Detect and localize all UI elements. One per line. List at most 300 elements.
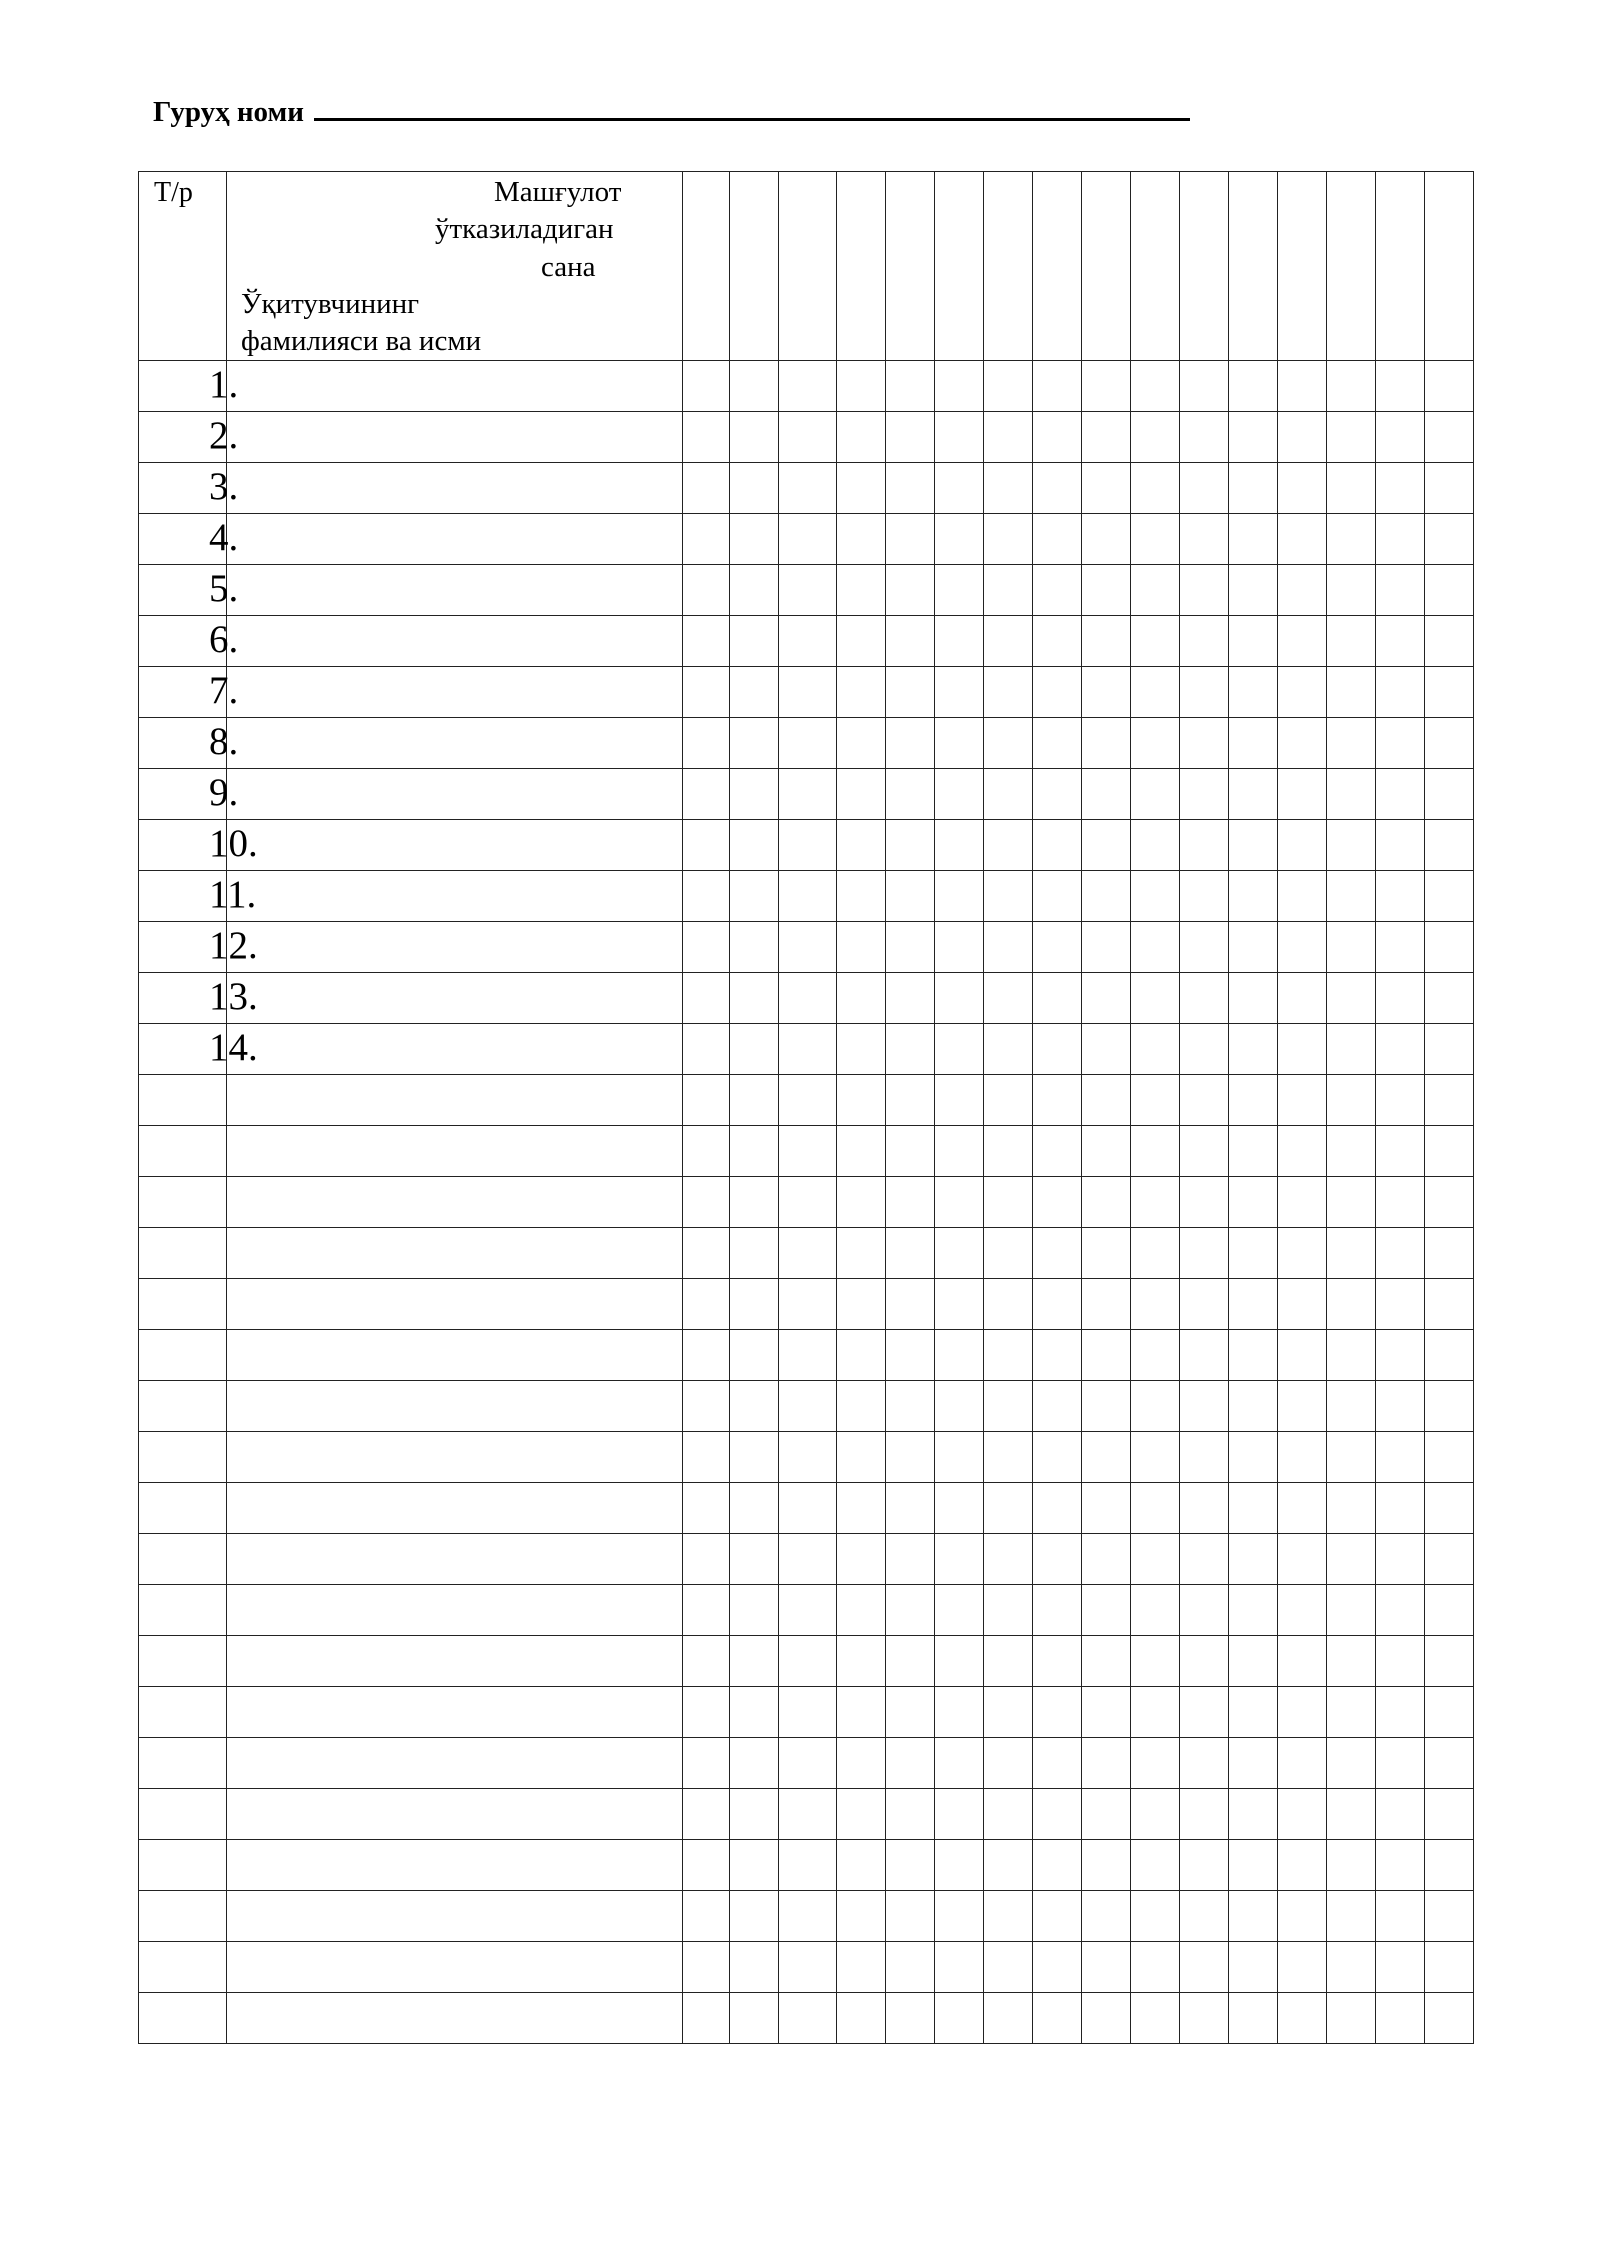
attendance-cell[interactable] [837, 1942, 886, 1993]
attendance-cell[interactable] [1229, 1330, 1278, 1381]
attendance-cell[interactable] [779, 412, 837, 463]
attendance-cell[interactable] [935, 1279, 984, 1330]
attendance-cell[interactable] [1278, 565, 1327, 616]
attendance-cell[interactable] [730, 871, 779, 922]
attendance-cell[interactable] [984, 1993, 1033, 2044]
attendance-cell[interactable] [1082, 1687, 1131, 1738]
attendance-cell[interactable] [1082, 616, 1131, 667]
attendance-cell[interactable] [1033, 1177, 1082, 1228]
attendance-cell[interactable] [1425, 1789, 1474, 1840]
attendance-cell[interactable] [1278, 922, 1327, 973]
attendance-cell[interactable] [1327, 769, 1376, 820]
attendance-cell[interactable] [730, 769, 779, 820]
attendance-cell[interactable] [730, 412, 779, 463]
attendance-cell[interactable] [1425, 973, 1474, 1024]
attendance-cell[interactable] [837, 1279, 886, 1330]
attendance-cell[interactable] [683, 667, 730, 718]
attendance-cell[interactable] [1278, 667, 1327, 718]
attendance-cell[interactable] [837, 1024, 886, 1075]
teacher-name-cell[interactable] [227, 820, 683, 871]
attendance-cell[interactable] [935, 922, 984, 973]
attendance-cell[interactable] [1229, 1738, 1278, 1789]
attendance-cell[interactable] [935, 1534, 984, 1585]
attendance-cell[interactable] [1229, 1432, 1278, 1483]
attendance-cell[interactable] [1376, 1534, 1425, 1585]
attendance-cell[interactable] [1425, 871, 1474, 922]
attendance-cell[interactable] [1082, 565, 1131, 616]
attendance-cell[interactable] [730, 565, 779, 616]
attendance-cell[interactable] [984, 1840, 1033, 1891]
attendance-cell[interactable] [1376, 1585, 1425, 1636]
attendance-cell[interactable] [683, 514, 730, 565]
attendance-cell[interactable] [779, 1891, 837, 1942]
attendance-cell[interactable] [886, 1228, 935, 1279]
attendance-cell[interactable] [1278, 1228, 1327, 1279]
attendance-cell[interactable] [1131, 1228, 1180, 1279]
teacher-name-cell[interactable] [227, 718, 683, 769]
attendance-cell[interactable] [683, 1636, 730, 1687]
attendance-cell[interactable] [1229, 1075, 1278, 1126]
attendance-cell[interactable] [779, 1279, 837, 1330]
attendance-cell[interactable] [1229, 1789, 1278, 1840]
attendance-cell[interactable] [730, 463, 779, 514]
attendance-cell[interactable] [1229, 565, 1278, 616]
attendance-cell[interactable] [1033, 871, 1082, 922]
attendance-cell[interactable] [1131, 412, 1180, 463]
attendance-cell[interactable] [683, 1942, 730, 1993]
attendance-cell[interactable] [1131, 667, 1180, 718]
attendance-cell[interactable] [935, 1993, 984, 2044]
attendance-cell[interactable] [935, 1840, 984, 1891]
attendance-cell[interactable] [1278, 1432, 1327, 1483]
teacher-name-cell[interactable] [227, 1330, 683, 1381]
attendance-cell[interactable] [1033, 718, 1082, 769]
attendance-cell[interactable] [886, 1483, 935, 1534]
attendance-cell[interactable] [935, 973, 984, 1024]
header-date-cell[interactable] [984, 172, 1033, 361]
attendance-cell[interactable] [984, 667, 1033, 718]
attendance-cell[interactable] [1180, 769, 1229, 820]
attendance-cell[interactable] [1180, 1483, 1229, 1534]
attendance-cell[interactable] [1425, 616, 1474, 667]
attendance-cell[interactable] [1376, 1891, 1425, 1942]
attendance-cell[interactable] [1180, 1228, 1229, 1279]
attendance-cell[interactable] [1180, 1177, 1229, 1228]
group-name-blank-line[interactable] [314, 92, 1190, 121]
attendance-cell[interactable] [683, 1483, 730, 1534]
attendance-cell[interactable] [1278, 1585, 1327, 1636]
attendance-cell[interactable] [984, 973, 1033, 1024]
attendance-cell[interactable] [779, 973, 837, 1024]
teacher-name-cell[interactable] [227, 1126, 683, 1177]
teacher-name-cell[interactable] [227, 412, 683, 463]
attendance-cell[interactable] [1229, 1840, 1278, 1891]
attendance-cell[interactable] [837, 1840, 886, 1891]
attendance-cell[interactable] [730, 616, 779, 667]
attendance-cell[interactable] [730, 1483, 779, 1534]
attendance-cell[interactable] [935, 1687, 984, 1738]
attendance-cell[interactable] [935, 718, 984, 769]
attendance-cell[interactable] [886, 1840, 935, 1891]
attendance-cell[interactable] [1278, 514, 1327, 565]
teacher-name-cell[interactable] [227, 1942, 683, 1993]
attendance-cell[interactable] [1180, 1381, 1229, 1432]
attendance-cell[interactable] [779, 769, 837, 820]
attendance-cell[interactable] [1278, 1942, 1327, 1993]
attendance-cell[interactable] [1278, 1891, 1327, 1942]
attendance-cell[interactable] [1376, 463, 1425, 514]
attendance-cell[interactable] [730, 1432, 779, 1483]
attendance-cell[interactable] [1376, 1279, 1425, 1330]
attendance-cell[interactable] [730, 820, 779, 871]
attendance-cell[interactable] [683, 1738, 730, 1789]
teacher-name-cell[interactable] [227, 1381, 683, 1432]
attendance-cell[interactable] [1376, 616, 1425, 667]
attendance-cell[interactable] [886, 1432, 935, 1483]
attendance-cell[interactable] [1278, 1789, 1327, 1840]
attendance-cell[interactable] [886, 1177, 935, 1228]
attendance-cell[interactable] [1229, 1177, 1278, 1228]
attendance-cell[interactable] [1425, 769, 1474, 820]
attendance-cell[interactable] [886, 1534, 935, 1585]
attendance-cell[interactable] [730, 1330, 779, 1381]
attendance-cell[interactable] [1327, 1228, 1376, 1279]
attendance-cell[interactable] [1278, 1330, 1327, 1381]
attendance-cell[interactable] [1082, 1024, 1131, 1075]
attendance-cell[interactable] [984, 361, 1033, 412]
attendance-cell[interactable] [1131, 1177, 1180, 1228]
attendance-cell[interactable] [1131, 1738, 1180, 1789]
attendance-cell[interactable] [1425, 412, 1474, 463]
attendance-cell[interactable] [1425, 667, 1474, 718]
attendance-cell[interactable] [1278, 1840, 1327, 1891]
attendance-cell[interactable] [1131, 1789, 1180, 1840]
attendance-cell[interactable] [1229, 769, 1278, 820]
attendance-cell[interactable] [1376, 1993, 1425, 2044]
attendance-cell[interactable] [886, 412, 935, 463]
attendance-cell[interactable] [935, 1330, 984, 1381]
attendance-cell[interactable] [1082, 1585, 1131, 1636]
attendance-cell[interactable] [1082, 1228, 1131, 1279]
attendance-cell[interactable] [886, 1075, 935, 1126]
attendance-cell[interactable] [935, 1228, 984, 1279]
attendance-cell[interactable] [1425, 1483, 1474, 1534]
attendance-cell[interactable] [730, 718, 779, 769]
attendance-cell[interactable] [935, 1177, 984, 1228]
attendance-cell[interactable] [886, 1279, 935, 1330]
attendance-cell[interactable] [1033, 361, 1082, 412]
attendance-cell[interactable] [1033, 769, 1082, 820]
teacher-name-cell[interactable] [227, 565, 683, 616]
attendance-cell[interactable] [984, 1432, 1033, 1483]
teacher-name-cell[interactable] [227, 361, 683, 412]
attendance-cell[interactable] [1425, 463, 1474, 514]
attendance-cell[interactable] [683, 1534, 730, 1585]
attendance-cell[interactable] [1180, 922, 1229, 973]
attendance-cell[interactable] [1278, 1381, 1327, 1432]
attendance-cell[interactable] [935, 412, 984, 463]
teacher-name-cell[interactable] [227, 514, 683, 565]
attendance-cell[interactable] [730, 1993, 779, 2044]
attendance-cell[interactable] [730, 1534, 779, 1585]
attendance-cell[interactable] [779, 1687, 837, 1738]
attendance-cell[interactable] [1327, 1024, 1376, 1075]
attendance-cell[interactable] [1131, 769, 1180, 820]
attendance-cell[interactable] [984, 412, 1033, 463]
attendance-cell[interactable] [779, 1585, 837, 1636]
attendance-cell[interactable] [1033, 1891, 1082, 1942]
attendance-cell[interactable] [837, 412, 886, 463]
attendance-cell[interactable] [886, 1126, 935, 1177]
attendance-cell[interactable] [837, 361, 886, 412]
attendance-cell[interactable] [1033, 463, 1082, 514]
attendance-cell[interactable] [779, 718, 837, 769]
attendance-cell[interactable] [683, 1024, 730, 1075]
teacher-name-cell[interactable] [227, 463, 683, 514]
attendance-cell[interactable] [1229, 463, 1278, 514]
attendance-cell[interactable] [1131, 1279, 1180, 1330]
attendance-cell[interactable] [1180, 1942, 1229, 1993]
attendance-cell[interactable] [1376, 1738, 1425, 1789]
attendance-cell[interactable] [730, 973, 779, 1024]
attendance-cell[interactable] [683, 1381, 730, 1432]
attendance-cell[interactable] [1425, 820, 1474, 871]
attendance-cell[interactable] [683, 1228, 730, 1279]
attendance-cell[interactable] [1327, 1840, 1376, 1891]
attendance-cell[interactable] [1082, 1330, 1131, 1381]
attendance-cell[interactable] [1180, 1279, 1229, 1330]
attendance-cell[interactable] [1033, 922, 1082, 973]
attendance-cell[interactable] [935, 1483, 984, 1534]
attendance-cell[interactable] [1278, 769, 1327, 820]
attendance-cell[interactable] [1327, 1738, 1376, 1789]
attendance-cell[interactable] [984, 769, 1033, 820]
teacher-name-cell[interactable] [227, 1432, 683, 1483]
attendance-cell[interactable] [779, 1942, 837, 1993]
attendance-cell[interactable] [1425, 1126, 1474, 1177]
attendance-cell[interactable] [730, 1177, 779, 1228]
attendance-cell[interactable] [1278, 361, 1327, 412]
attendance-cell[interactable] [730, 1942, 779, 1993]
attendance-cell[interactable] [1082, 1177, 1131, 1228]
attendance-cell[interactable] [683, 871, 730, 922]
attendance-cell[interactable] [1131, 718, 1180, 769]
attendance-cell[interactable] [935, 1024, 984, 1075]
attendance-cell[interactable] [837, 1432, 886, 1483]
attendance-cell[interactable] [984, 1789, 1033, 1840]
attendance-cell[interactable] [1229, 1585, 1278, 1636]
attendance-cell[interactable] [837, 1483, 886, 1534]
attendance-cell[interactable] [1131, 565, 1180, 616]
attendance-cell[interactable] [1425, 1636, 1474, 1687]
attendance-cell[interactable] [1425, 922, 1474, 973]
attendance-cell[interactable] [730, 514, 779, 565]
attendance-cell[interactable] [1278, 1177, 1327, 1228]
attendance-cell[interactable] [1327, 922, 1376, 973]
attendance-cell[interactable] [1376, 514, 1425, 565]
attendance-cell[interactable] [1376, 1942, 1425, 1993]
attendance-cell[interactable] [1033, 1075, 1082, 1126]
attendance-cell[interactable] [683, 718, 730, 769]
attendance-cell[interactable] [1131, 463, 1180, 514]
attendance-cell[interactable] [886, 871, 935, 922]
attendance-cell[interactable] [984, 616, 1033, 667]
attendance-cell[interactable] [837, 463, 886, 514]
attendance-cell[interactable] [1376, 769, 1425, 820]
attendance-cell[interactable] [1082, 514, 1131, 565]
attendance-cell[interactable] [779, 1738, 837, 1789]
attendance-cell[interactable] [886, 922, 935, 973]
attendance-cell[interactable] [1376, 973, 1425, 1024]
attendance-cell[interactable] [1131, 1075, 1180, 1126]
attendance-cell[interactable] [1278, 1483, 1327, 1534]
attendance-cell[interactable] [1229, 1891, 1278, 1942]
attendance-cell[interactable] [1033, 1279, 1082, 1330]
attendance-cell[interactable] [984, 514, 1033, 565]
attendance-cell[interactable] [984, 1228, 1033, 1279]
attendance-cell[interactable] [837, 1228, 886, 1279]
attendance-cell[interactable] [837, 565, 886, 616]
attendance-cell[interactable] [1327, 1993, 1376, 2044]
attendance-cell[interactable] [683, 463, 730, 514]
attendance-cell[interactable] [1376, 1636, 1425, 1687]
attendance-cell[interactable] [730, 1228, 779, 1279]
attendance-cell[interactable] [1131, 1585, 1180, 1636]
attendance-cell[interactable] [1131, 1942, 1180, 1993]
attendance-cell[interactable] [730, 1585, 779, 1636]
attendance-cell[interactable] [1082, 922, 1131, 973]
attendance-cell[interactable] [1180, 1075, 1229, 1126]
teacher-name-cell[interactable] [227, 769, 683, 820]
attendance-cell[interactable] [984, 1687, 1033, 1738]
attendance-cell[interactable] [1425, 1432, 1474, 1483]
attendance-cell[interactable] [886, 1687, 935, 1738]
attendance-cell[interactable] [1327, 1636, 1376, 1687]
attendance-cell[interactable] [779, 1636, 837, 1687]
attendance-cell[interactable] [1327, 1687, 1376, 1738]
attendance-cell[interactable] [1229, 616, 1278, 667]
attendance-cell[interactable] [1327, 1126, 1376, 1177]
attendance-cell[interactable] [1376, 871, 1425, 922]
teacher-name-cell[interactable] [227, 1789, 683, 1840]
attendance-cell[interactable] [1131, 1840, 1180, 1891]
attendance-cell[interactable] [683, 361, 730, 412]
attendance-cell[interactable] [683, 769, 730, 820]
attendance-cell[interactable] [1229, 1126, 1278, 1177]
attendance-cell[interactable] [730, 1024, 779, 1075]
attendance-cell[interactable] [730, 1687, 779, 1738]
attendance-cell[interactable] [1180, 1585, 1229, 1636]
attendance-cell[interactable] [1425, 1330, 1474, 1381]
attendance-cell[interactable] [935, 820, 984, 871]
attendance-cell[interactable] [1376, 1381, 1425, 1432]
attendance-cell[interactable] [1033, 1738, 1082, 1789]
attendance-cell[interactable] [779, 361, 837, 412]
attendance-cell[interactable] [1131, 1993, 1180, 2044]
attendance-cell[interactable] [683, 1075, 730, 1126]
attendance-cell[interactable] [1376, 412, 1425, 463]
attendance-cell[interactable] [1033, 1534, 1082, 1585]
attendance-cell[interactable] [1425, 1228, 1474, 1279]
attendance-cell[interactable] [1180, 1891, 1229, 1942]
attendance-cell[interactable] [837, 1891, 886, 1942]
attendance-cell[interactable] [779, 1534, 837, 1585]
attendance-cell[interactable] [1082, 1381, 1131, 1432]
attendance-cell[interactable] [1180, 412, 1229, 463]
attendance-cell[interactable] [1033, 1840, 1082, 1891]
attendance-cell[interactable] [1180, 820, 1229, 871]
attendance-cell[interactable] [730, 1279, 779, 1330]
attendance-cell[interactable] [1229, 1279, 1278, 1330]
attendance-cell[interactable] [837, 1534, 886, 1585]
header-date-cell[interactable] [837, 172, 886, 361]
attendance-cell[interactable] [935, 616, 984, 667]
attendance-cell[interactable] [984, 1177, 1033, 1228]
attendance-cell[interactable] [1180, 1738, 1229, 1789]
attendance-cell[interactable] [1229, 922, 1278, 973]
attendance-cell[interactable] [837, 718, 886, 769]
attendance-cell[interactable] [837, 1585, 886, 1636]
attendance-cell[interactable] [779, 616, 837, 667]
attendance-cell[interactable] [1376, 1840, 1425, 1891]
attendance-cell[interactable] [1376, 1177, 1425, 1228]
attendance-cell[interactable] [779, 820, 837, 871]
attendance-cell[interactable] [1082, 412, 1131, 463]
attendance-cell[interactable] [1425, 1177, 1474, 1228]
attendance-cell[interactable] [1327, 1075, 1376, 1126]
header-date-cell[interactable] [1278, 172, 1327, 361]
attendance-cell[interactable] [1229, 1024, 1278, 1075]
header-date-cell[interactable] [1425, 172, 1474, 361]
attendance-cell[interactable] [984, 1279, 1033, 1330]
attendance-cell[interactable] [1278, 1126, 1327, 1177]
attendance-cell[interactable] [779, 871, 837, 922]
attendance-cell[interactable] [1327, 1381, 1376, 1432]
attendance-cell[interactable] [984, 1942, 1033, 1993]
attendance-cell[interactable] [1327, 1483, 1376, 1534]
attendance-cell[interactable] [886, 1942, 935, 1993]
attendance-cell[interactable] [984, 1483, 1033, 1534]
attendance-cell[interactable] [683, 412, 730, 463]
attendance-cell[interactable] [1033, 973, 1082, 1024]
attendance-cell[interactable] [1033, 412, 1082, 463]
attendance-cell[interactable] [730, 1075, 779, 1126]
attendance-cell[interactable] [1131, 1636, 1180, 1687]
attendance-cell[interactable] [984, 1024, 1033, 1075]
attendance-cell[interactable] [1376, 820, 1425, 871]
attendance-cell[interactable] [1425, 1075, 1474, 1126]
attendance-cell[interactable] [1082, 361, 1131, 412]
attendance-cell[interactable] [683, 565, 730, 616]
attendance-cell[interactable] [1229, 1381, 1278, 1432]
attendance-cell[interactable] [683, 1687, 730, 1738]
attendance-cell[interactable] [1327, 1789, 1376, 1840]
attendance-cell[interactable] [837, 1177, 886, 1228]
attendance-cell[interactable] [730, 667, 779, 718]
attendance-cell[interactable] [984, 1534, 1033, 1585]
attendance-cell[interactable] [1278, 1075, 1327, 1126]
teacher-name-cell[interactable] [227, 1075, 683, 1126]
attendance-cell[interactable] [837, 922, 886, 973]
teacher-name-cell[interactable] [227, 1636, 683, 1687]
attendance-cell[interactable] [1082, 1738, 1131, 1789]
attendance-cell[interactable] [1425, 1840, 1474, 1891]
attendance-cell[interactable] [1425, 1381, 1474, 1432]
attendance-cell[interactable] [984, 820, 1033, 871]
attendance-cell[interactable] [984, 1891, 1033, 1942]
attendance-cell[interactable] [1131, 1024, 1180, 1075]
attendance-cell[interactable] [683, 1279, 730, 1330]
